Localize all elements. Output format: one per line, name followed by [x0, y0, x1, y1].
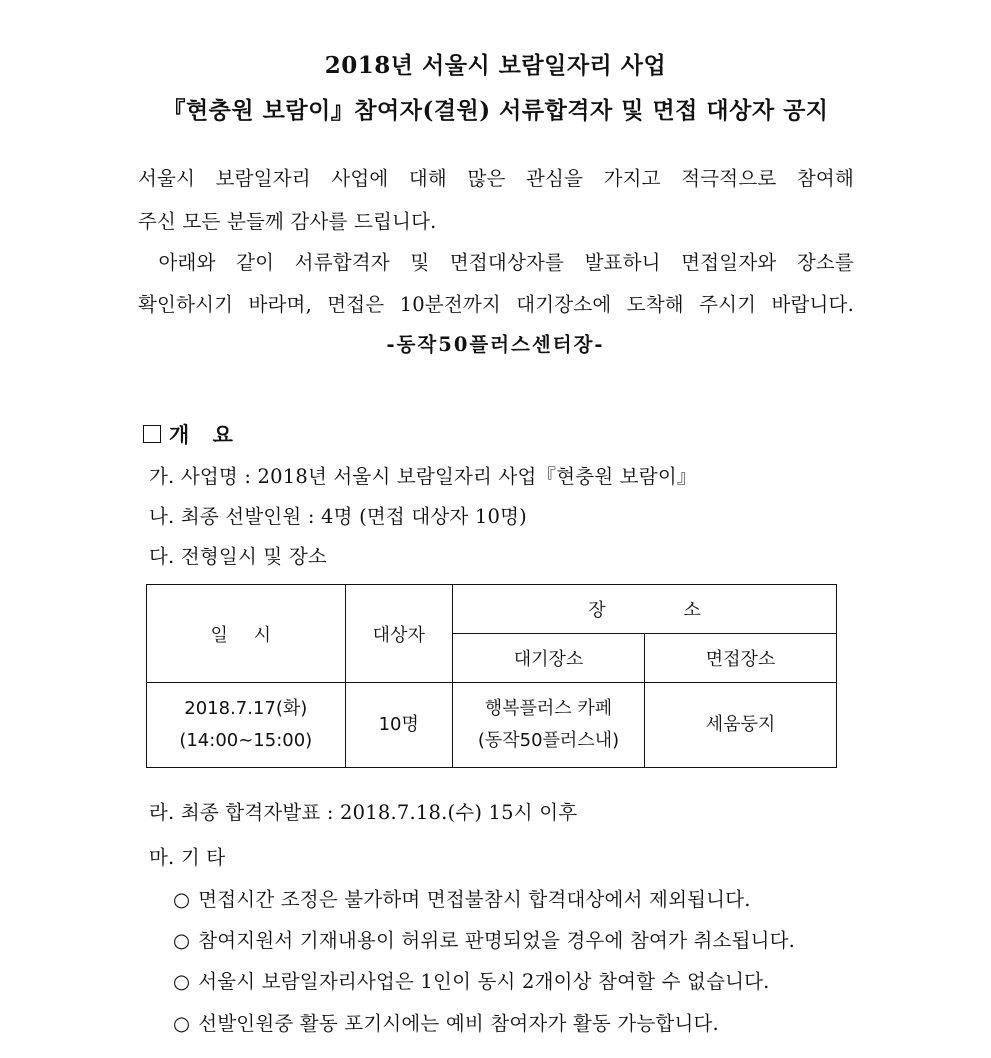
overview-item-schedule-place: 다. 전형일시 및 장소 — [149, 545, 327, 568]
cell-date-day: 2018.7.17(화) — [184, 698, 308, 719]
note-item — [173, 925, 795, 953]
header-wait-place: 대기장소 — [452, 634, 644, 683]
title-line-1: 2018년 서울시 보람일자리 사업 — [324, 52, 667, 79]
header-interview-place: 면접장소 — [644, 634, 836, 683]
section-heading-overview — [143, 419, 241, 449]
intro-line-1: 서울시 보람일자리 사업에 대해 많은 관심을 가지고 적극적으로 참여해 — [138, 167, 854, 190]
header-place: 장 소 — [452, 585, 836, 634]
cell-date-time: (14:00~15:00) — [179, 730, 313, 751]
checkbox-square-icon — [143, 425, 161, 443]
section-heading-label: 개 요 — [169, 422, 241, 447]
circle-bullet-icon: ○ — [173, 970, 191, 993]
note-text: 선발인원중 활동 포기시에는 예비 참여자가 활동 가능합니다. — [198, 1012, 719, 1035]
overview-item-etc: 마. 기 타 — [149, 846, 226, 869]
note-text: 면접시간 조정은 불가하며 면접불참시 합격대상에서 제외됩니다. — [198, 888, 751, 911]
cell-date — [147, 683, 346, 768]
note-item — [173, 1008, 719, 1036]
cell-target: 10명 — [345, 683, 452, 768]
circle-bullet-icon: ○ — [173, 888, 191, 911]
schedule-table — [146, 584, 837, 768]
note-text: 서울시 보람일자리사업은 1인이 동시 2개이상 참여할 수 없습니다. — [198, 970, 770, 993]
table-header-row-1 — [147, 585, 837, 634]
signature: -동작50플러스센터장- — [386, 333, 605, 356]
cell-wait-place-sub: (동작50플러스내) — [477, 730, 620, 751]
circle-bullet-icon: ○ — [173, 929, 191, 952]
cell-wait-place-name: 행복플러스 카페 — [484, 698, 613, 719]
intro-line-3: 아래와 같이 서류합격자 및 면접대상자를 발표하니 면접일자와 장소를 — [138, 251, 854, 274]
intro-line-2: 주신 모든 분들께 감사를 드립니다. — [138, 210, 437, 233]
intro-line-4: 확인하시기 바라며, 면접은 10분전까지 대기장소에 도착해 주시기 바랍니다. — [138, 293, 854, 316]
title-line-2: 『현충원 보람이』참여자(결원) 서류합격자 및 면접 대상자 공지 — [162, 97, 829, 124]
circle-bullet-icon: ○ — [173, 1012, 191, 1035]
cell-interview-place: 세움둥지 — [644, 683, 836, 768]
cell-wait-place — [452, 683, 644, 768]
header-target: 대상자 — [345, 585, 452, 683]
overview-item-announcement: 라. 최종 합격자발표 : 2018.7.18.(수) 15시 이후 — [149, 801, 578, 824]
table-row — [147, 683, 837, 768]
overview-item-project-name: 가. 사업명 : 2018년 서울시 보람일자리 사업『현충원 보람이』 — [149, 465, 697, 488]
note-item — [173, 966, 770, 994]
header-date: 일 시 — [147, 585, 346, 683]
overview-item-final-selection: 나. 최종 선발인원 : 4명 (면접 대상자 10명) — [149, 505, 527, 528]
note-item — [173, 884, 751, 912]
note-text: 참여지원서 기재내용이 허위로 판명되었을 경우에 참여가 취소됩니다. — [198, 929, 796, 952]
